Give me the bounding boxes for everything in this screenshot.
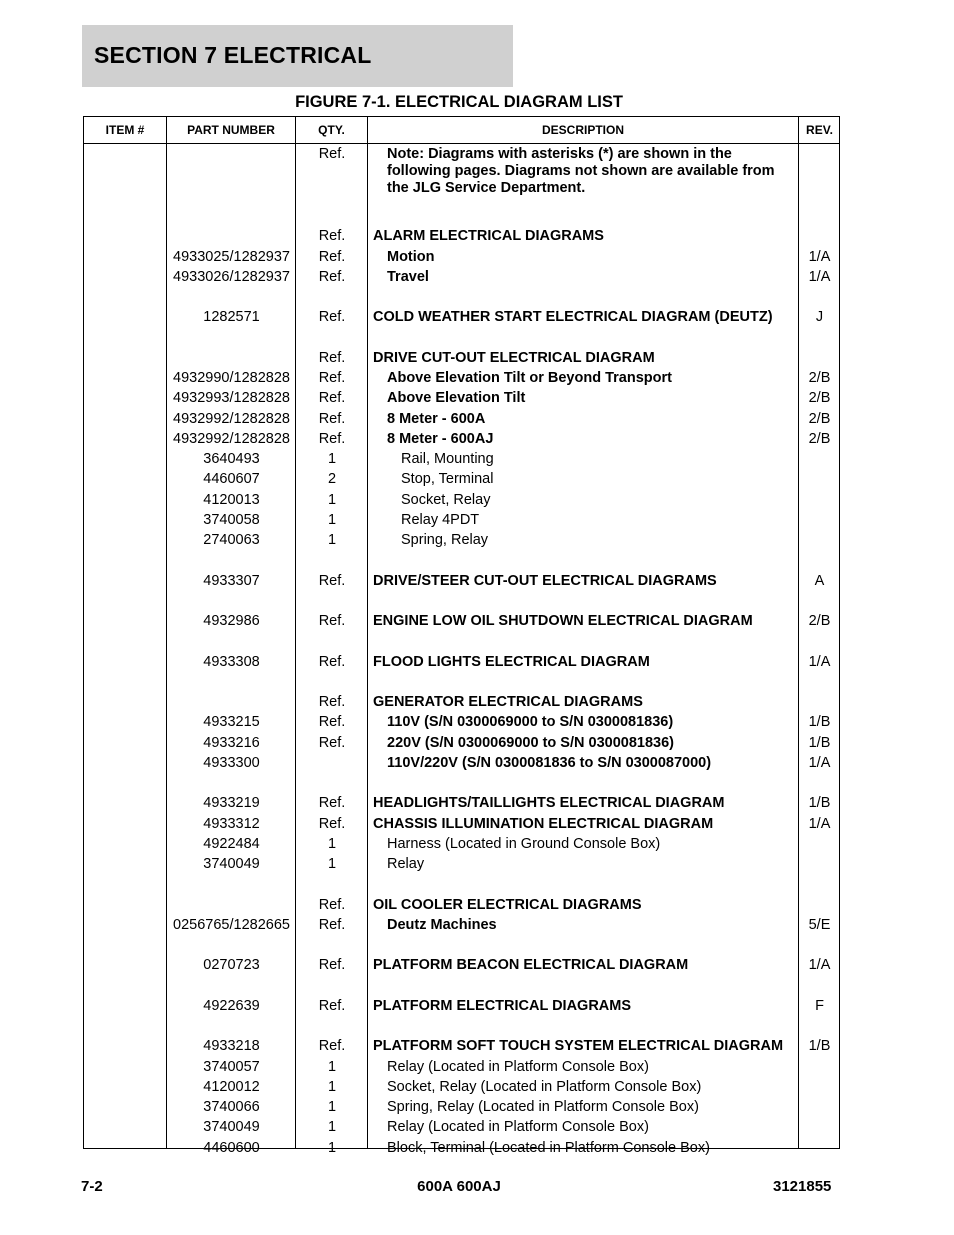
- table-row: [84, 469, 839, 489]
- header-item: ITEM #: [105, 123, 145, 137]
- qty-cell: Ref.: [318, 734, 346, 751]
- description-cell: Relay: [387, 856, 425, 872]
- description-cell: Note: Diagrams with asterisks (*) are shown in the following pages. Diagrams not shown are available from the JLG Service Department.: [387, 146, 775, 196]
- table-row: [84, 1138, 839, 1158]
- spacer-row: [84, 591, 839, 611]
- table-row: [84, 834, 839, 854]
- part-number-cell: 2740063: [203, 532, 260, 548]
- footer-model: 600A 600AJ: [417, 1178, 501, 1195]
- spacer-row: [84, 328, 839, 348]
- part-number-cell: 4932992/1282828: [173, 410, 290, 427]
- part-number-cell: 4932990/1282828: [173, 370, 290, 386]
- footer-page-number: 7-2: [81, 1178, 103, 1195]
- table-row: [84, 652, 839, 672]
- description-cell: 110V/220V (S/N 0300081836 to S/N 0300087000): [387, 754, 712, 771]
- part-number-cell: 4933026/1282937: [173, 268, 290, 285]
- qty-cell: 1: [327, 856, 337, 872]
- part-number-cell: 4933219: [203, 795, 260, 812]
- qty-cell: Ref.: [318, 410, 346, 427]
- table-row: [84, 1077, 839, 1097]
- part-number-cell: 4120012: [203, 1078, 260, 1095]
- rev-cell: J: [815, 309, 824, 326]
- description-cell: HEADLIGHTS/TAILLIGHTS ELECTRICAL DIAGRAM: [373, 795, 725, 812]
- spacer-row: [84, 287, 839, 307]
- rev-cell: F: [815, 997, 824, 1014]
- diagram-list-table: [83, 116, 840, 1156]
- part-number-cell: 4460600: [203, 1139, 260, 1156]
- part-number-cell: 1282571: [203, 309, 260, 326]
- description-cell: 8 Meter - 600A: [387, 410, 486, 427]
- qty-cell: Ref.: [318, 815, 346, 832]
- table-row: [84, 267, 839, 287]
- table-row: [84, 996, 839, 1016]
- rev-cell: 1/A: [808, 754, 831, 771]
- part-number-cell: 4932992/1282828: [173, 430, 290, 447]
- table-row: [84, 753, 839, 773]
- part-number-cell: 4460607: [203, 471, 260, 488]
- part-number-cell: 0256765/1282665: [173, 916, 290, 933]
- part-number-cell: 4922639: [203, 997, 260, 1014]
- qty-cell: Ref.: [318, 248, 346, 265]
- qty-cell: Ref.: [318, 896, 346, 913]
- qty-cell: Ref.: [318, 694, 346, 710]
- part-number-cell: 3740066: [203, 1099, 260, 1115]
- rev-cell: 2/B: [808, 613, 831, 629]
- table-row: [84, 348, 839, 368]
- table-row: [84, 409, 839, 429]
- table-row: [84, 854, 839, 874]
- description-cell: Socket, Relay: [401, 491, 491, 508]
- description-cell: FLOOD LIGHTS ELECTRICAL DIAGRAM: [373, 653, 650, 670]
- part-number-cell: 4933307: [203, 572, 260, 589]
- spacer-row: [84, 631, 839, 651]
- table-row: [84, 814, 839, 834]
- header-qty: QTY.: [318, 123, 345, 137]
- qty-cell: Ref.: [318, 228, 346, 245]
- description-cell: Relay (Located in Platform Console Box): [387, 1119, 649, 1136]
- part-number-cell: 4933025/1282937: [173, 248, 290, 265]
- part-number-cell: 3640493: [203, 451, 260, 467]
- qty-cell: Ref.: [318, 430, 346, 447]
- rev-cell: 2/B: [808, 410, 831, 427]
- table-row: [84, 1057, 839, 1077]
- header-rev: REV.: [806, 123, 833, 137]
- qty-cell: Ref.: [318, 309, 346, 326]
- qty-cell: Ref.: [318, 1038, 346, 1055]
- table-row: [84, 510, 839, 530]
- table-row: [84, 490, 839, 510]
- table-row: [84, 1036, 839, 1056]
- rev-cell: 1/B: [808, 795, 831, 812]
- description-cell: 8 Meter - 600AJ: [387, 430, 494, 447]
- description-cell: Spring, Relay: [401, 532, 489, 548]
- part-number-cell: 4933300: [203, 754, 260, 771]
- rev-cell: 1/A: [808, 815, 831, 832]
- table-row: [84, 226, 839, 246]
- rev-cell: 2/B: [808, 390, 831, 407]
- description-cell: Above Elevation Tilt: [387, 390, 526, 407]
- qty-cell: Ref.: [318, 653, 346, 670]
- qty-cell: 1: [327, 1099, 337, 1115]
- part-number-cell: 4933218: [203, 1038, 260, 1055]
- description-cell: 220V (S/N 0300069000 to S/N 0300081836): [387, 734, 674, 751]
- qty-cell: 1: [327, 491, 337, 508]
- qty-cell: Ref.: [318, 146, 346, 162]
- table-row: [84, 247, 839, 267]
- spacer-row: [84, 874, 839, 894]
- description-cell: Above Elevation Tilt or Beyond Transport: [387, 370, 672, 386]
- description-cell: Relay (Located in Platform Console Box): [387, 1058, 649, 1075]
- table-row: [84, 692, 839, 712]
- description-cell: Deutz Machines: [387, 916, 497, 933]
- rev-cell: 2/B: [808, 370, 831, 386]
- rev-cell: 1/A: [808, 957, 831, 974]
- table-row: [84, 307, 839, 327]
- section-title: SECTION 7 ELECTRICAL: [94, 42, 372, 68]
- rev-cell: A: [814, 572, 825, 589]
- spacer-row: [84, 976, 839, 996]
- table-row: [84, 530, 839, 550]
- qty-cell: 1: [327, 1078, 337, 1095]
- description-cell: Rail, Mounting: [401, 451, 494, 467]
- description-cell: Block, Terminal (Located in Platform Console Box): [387, 1139, 710, 1156]
- table-row: [84, 449, 839, 469]
- part-number-cell: 4933308: [203, 653, 260, 670]
- description-cell: PLATFORM ELECTRICAL DIAGRAMS: [373, 997, 632, 1014]
- part-number-cell: 4932986: [203, 613, 260, 629]
- description-cell: Socket, Relay (Located in Platform Console Box): [387, 1078, 702, 1095]
- header-part-number: PART NUMBER: [187, 123, 275, 137]
- rev-cell: 1/B: [808, 734, 831, 751]
- rev-cell: 5/E: [808, 916, 831, 933]
- qty-cell: Ref.: [318, 370, 346, 386]
- description-cell: Travel: [387, 268, 429, 285]
- description-cell: Spring, Relay (Located in Platform Console Box): [387, 1099, 699, 1115]
- figure-title: FIGURE 7-1. ELECTRICAL DIAGRAM LIST: [295, 93, 623, 111]
- qty-cell: Ref.: [318, 349, 346, 366]
- part-number-cell: 3740049: [203, 1119, 260, 1136]
- description-cell: 110V (S/N 0300069000 to S/N 0300081836): [387, 714, 674, 731]
- part-number-cell: 0270723: [203, 957, 260, 974]
- rev-cell: 1/A: [808, 653, 831, 670]
- qty-cell: Ref.: [318, 957, 346, 974]
- qty-cell: 1: [327, 511, 337, 528]
- spacer-row: [84, 935, 839, 955]
- qty-cell: 1: [327, 835, 337, 852]
- table-body: [84, 144, 839, 1158]
- qty-cell: Ref.: [318, 390, 346, 407]
- table-row: [84, 144, 839, 206]
- description-cell: PLATFORM BEACON ELECTRICAL DIAGRAM: [373, 957, 689, 974]
- footer-doc-number: 3121855: [773, 1178, 832, 1195]
- table-row: [84, 955, 839, 975]
- table-row: [84, 368, 839, 388]
- table-row: [84, 571, 839, 591]
- description-cell: PLATFORM SOFT TOUCH SYSTEM ELECTRICAL DIAGRAM: [373, 1038, 784, 1055]
- description-cell: ALARM ELECTRICAL DIAGRAMS: [373, 228, 604, 245]
- qty-cell: Ref.: [318, 613, 346, 629]
- part-number-cell: 4933215: [203, 714, 260, 731]
- table-row: [84, 1117, 839, 1137]
- table-row: [84, 1097, 839, 1117]
- rev-cell: 1/B: [808, 714, 831, 731]
- description-cell: CHASSIS ILLUMINATION ELECTRICAL DIAGRAM: [373, 815, 714, 832]
- part-number-cell: 4933312: [203, 815, 260, 832]
- table-row: [84, 388, 839, 408]
- description-cell: GENERATOR ELECTRICAL DIAGRAMS: [373, 694, 643, 710]
- description-cell: OIL COOLER ELECTRICAL DIAGRAMS: [373, 896, 642, 913]
- qty-cell: Ref.: [318, 572, 346, 589]
- qty-cell: Ref.: [318, 916, 346, 933]
- spacer-row: [84, 206, 839, 226]
- table-row: [84, 915, 839, 935]
- description-cell: DRIVE/STEER CUT-OUT ELECTRICAL DIAGRAMS: [373, 572, 717, 589]
- part-number-cell: 3740058: [203, 511, 260, 528]
- table-row: [84, 895, 839, 915]
- qty-cell: Ref.: [318, 268, 346, 285]
- description-cell: ENGINE LOW OIL SHUTDOWN ELECTRICAL DIAGRAM: [373, 613, 753, 629]
- qty-cell: 1: [327, 1058, 337, 1075]
- table-row: [84, 429, 839, 449]
- qty-cell: 1: [327, 1119, 337, 1136]
- description-cell: Relay 4PDT: [401, 511, 480, 528]
- qty-cell: Ref.: [318, 714, 346, 731]
- description-cell: COLD WEATHER START ELECTRICAL DIAGRAM (DEUTZ): [373, 309, 773, 326]
- table-row: [84, 611, 839, 631]
- description-cell: Motion: [387, 248, 435, 265]
- part-number-cell: 4933216: [203, 734, 260, 751]
- table-row: [84, 712, 839, 732]
- rev-cell: 1/A: [808, 248, 831, 265]
- qty-cell: Ref.: [318, 795, 346, 812]
- qty-cell: 2: [327, 471, 337, 488]
- part-number-cell: 4922484: [203, 835, 260, 852]
- spacer-row: [84, 672, 839, 692]
- description-cell: DRIVE CUT-OUT ELECTRICAL DIAGRAM: [373, 349, 655, 366]
- part-number-cell: 4120013: [203, 491, 260, 508]
- rev-cell: 1/A: [808, 268, 831, 285]
- qty-cell: 1: [327, 1139, 337, 1156]
- part-number-cell: 3740057: [203, 1058, 260, 1075]
- part-number-cell: 4932993/1282828: [173, 390, 290, 407]
- header-description: DESCRIPTION: [541, 123, 624, 137]
- description-cell: Harness (Located in Ground Console Box): [387, 835, 661, 852]
- qty-cell: 1: [327, 532, 337, 548]
- rev-cell: 1/B: [808, 1038, 831, 1055]
- table-row: [84, 733, 839, 753]
- part-number-cell: 3740049: [203, 856, 260, 872]
- spacer-row: [84, 1016, 839, 1036]
- section-header: [82, 25, 513, 87]
- rev-cell: 2/B: [808, 430, 831, 447]
- description-cell: Stop, Terminal: [401, 471, 494, 488]
- spacer-row: [84, 773, 839, 793]
- table-row: [84, 793, 839, 813]
- qty-cell: Ref.: [318, 997, 346, 1014]
- qty-cell: 1: [327, 451, 337, 467]
- spacer-row: [84, 550, 839, 570]
